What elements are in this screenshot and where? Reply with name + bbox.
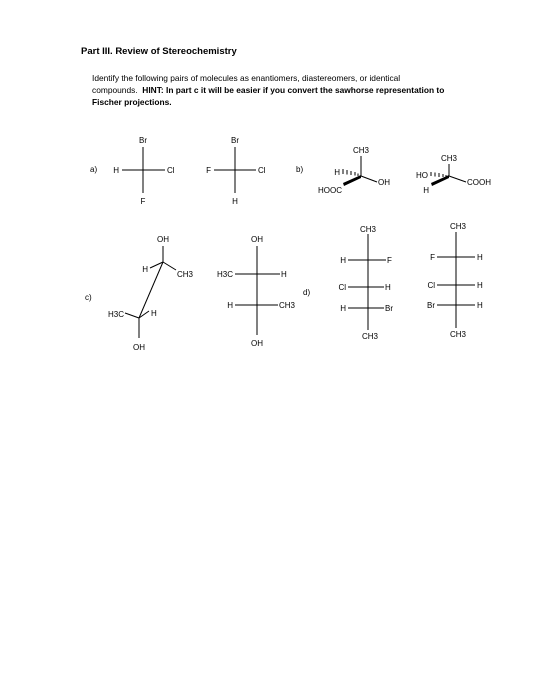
b1-right-substituent: OH <box>378 178 390 187</box>
a1-top-substituent: Br <box>139 136 147 145</box>
b1-oh-bond <box>361 176 377 182</box>
d1-top-substituent: CH3 <box>359 225 377 234</box>
c-back-right-substituent: H <box>151 309 157 318</box>
c-back-left-substituent: H3C <box>107 310 124 319</box>
part-d-molecule-1 <box>338 225 393 341</box>
part-c-fischer <box>217 235 296 348</box>
part-b-label: b) <box>296 165 304 174</box>
b2-right-substituent: COOH <box>467 178 491 187</box>
b1-wedge-substituent: HOOC <box>318 186 342 195</box>
c-fischer-row2-right: CH3 <box>279 301 296 310</box>
a2-top-substituent: Br <box>231 136 239 145</box>
c-fischer-bottom-substituent: OH <box>251 339 263 348</box>
c-front-right-bond <box>163 262 176 270</box>
instructions-line-1: Identify the following pairs of molecules as enantiomers, diastereomers, or identical <box>92 73 401 83</box>
d1-row1-right: F <box>387 256 392 265</box>
a2-right-substituent: Cl <box>258 166 266 175</box>
b2-wedge-substituent: H <box>423 186 429 195</box>
b1-top-substituent: CH3 <box>352 146 370 155</box>
d2-row3-right: H <box>477 301 483 310</box>
part-a-label: a) <box>90 165 98 174</box>
d2-bottom-substituent: CH3 <box>449 330 467 339</box>
a1-bottom-substituent: F <box>140 197 146 206</box>
d1-row2-left: Cl <box>338 283 346 292</box>
b1-wedge-bond <box>343 175 361 186</box>
part-a-molecule-1 <box>113 136 175 206</box>
a2-left-substituent: F <box>206 166 211 175</box>
b2-top-substituent: CH3 <box>440 154 458 163</box>
d2-row3-left: Br <box>427 301 435 310</box>
part-d-molecule-2 <box>427 222 483 339</box>
part-c-sawhorse <box>108 235 194 352</box>
d2-row2-right: H <box>477 281 483 290</box>
b2-cooh-bond <box>449 176 466 182</box>
part-c-label: c) <box>85 293 92 302</box>
instructions-line-2-plain: compounds. <box>92 85 138 95</box>
d2-row1-left: F <box>430 253 435 262</box>
a2-bottom-substituent: H <box>232 197 238 206</box>
d1-bottom-substituent: CH3 <box>361 332 379 341</box>
d2-top-substituent: CH3 <box>449 222 467 231</box>
b2-hashed-bond <box>431 172 446 177</box>
d1-row3-left: H <box>340 304 346 313</box>
c-back-left-bond <box>125 313 139 318</box>
a1-left-substituent: H <box>113 166 119 175</box>
c-front-top-substituent: OH <box>157 235 169 244</box>
d1-row1-left: H <box>340 256 346 265</box>
c-fischer-row1-right: H <box>281 270 287 279</box>
b1-hashed-bond <box>343 169 358 176</box>
c-front-left-substituent: H <box>142 265 148 274</box>
b2-dash-substituent: HO <box>416 171 428 180</box>
c-back-bottom-substituent: OH <box>133 343 145 352</box>
c-fischer-row2-left: H <box>227 301 233 310</box>
a1-right-substituent: Cl <box>167 166 175 175</box>
c-front-right-substituent: CH3 <box>177 270 194 279</box>
instructions-hint: HINT: In part c it will be easier if you convert the sawhorse representation to <box>142 85 445 95</box>
b2-wedge-bond <box>431 175 449 186</box>
d2-row1-right: H <box>477 253 483 262</box>
d2-row2-left: Cl <box>427 281 435 290</box>
c-fischer-row1-left: H3C <box>216 270 233 279</box>
d1-row3-right: Br <box>385 304 393 313</box>
d1-row2-right: H <box>385 283 391 292</box>
page-heading: Part III. Review of Stereochemistry <box>81 46 237 57</box>
c-fischer-top-substituent: OH <box>251 235 263 244</box>
instructions-hint-cont: Fischer projections. <box>92 97 172 107</box>
part-d-label: d) <box>303 288 311 297</box>
b1-dash-substituent: H <box>334 168 340 177</box>
part-b-molecule-1 <box>318 146 390 195</box>
part-b-molecule-2 <box>416 154 491 195</box>
part-a-molecule-2 <box>206 136 266 206</box>
